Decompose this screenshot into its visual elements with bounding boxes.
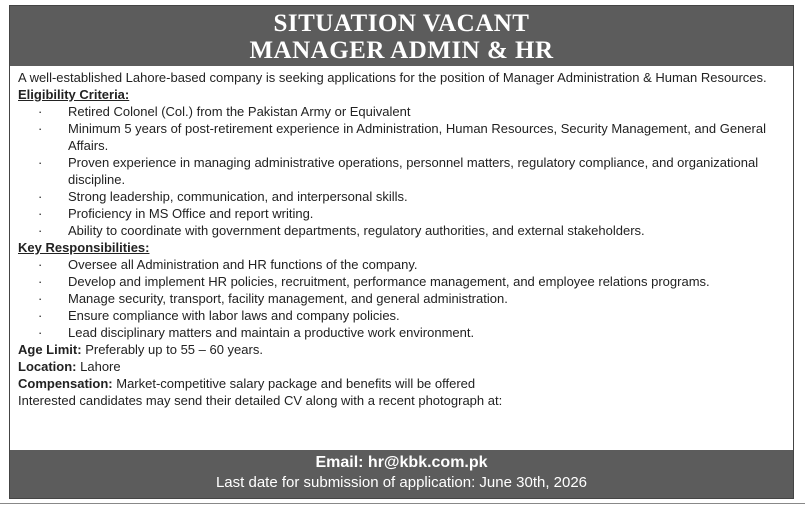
bullet-icon: ·: [38, 189, 43, 204]
intro-text: A well-established Lahore-based company is seeking applications for the position of Manager Administration & Human Resources.: [18, 70, 767, 85]
ad-body: [10, 66, 793, 409]
compensation-row: [18, 375, 785, 392]
list-item: [18, 290, 785, 307]
page-divider: [0, 503, 805, 504]
job-advertisement: [9, 5, 794, 499]
list-item: [18, 120, 785, 154]
list-item: [18, 188, 785, 205]
list-item: [18, 273, 785, 290]
eligibility-list: [18, 103, 785, 239]
location-label: Location:: [18, 359, 77, 374]
compensation-value: Market-competitive salary package and benefits will be offered: [116, 376, 476, 391]
list-item: [18, 103, 785, 120]
bullet-icon: ·: [38, 155, 43, 170]
bullet-icon: ·: [38, 223, 43, 238]
bullet-icon: ·: [38, 206, 43, 221]
compensation-label: Compensation:: [18, 376, 113, 391]
list-item-text: Develop and implement HR policies, recruitment, performance management, and employee relations programs.: [68, 274, 710, 289]
ad-position-title: MANAGER ADMIN & HR: [249, 37, 554, 64]
list-item-text: Strong leadership, communication, and interpersonal skills.: [68, 189, 408, 204]
bullet-icon: ·: [38, 104, 43, 119]
list-item: [18, 324, 785, 341]
eligibility-heading: Eligibility Criteria:: [18, 87, 130, 102]
list-item: [18, 307, 785, 324]
list-item-text: Ensure compliance with labor laws and company policies.: [68, 308, 400, 323]
list-item-text: Minimum 5 years of post-retirement experience in Administration, Human Resources, Security Management, and General Affairs.: [68, 121, 766, 153]
list-item-text: Proficiency in MS Office and report writing.: [68, 206, 314, 221]
age-limit-label: Age Limit:: [18, 342, 82, 357]
list-item: [18, 154, 785, 188]
list-item: [18, 256, 785, 273]
location-row: [18, 358, 785, 375]
list-item-text: Oversee all Administration and HR functions of the company.: [68, 257, 418, 272]
list-item: [18, 205, 785, 222]
responsibilities-heading: Key Responsibilities:: [18, 240, 150, 255]
bullet-icon: ·: [38, 291, 43, 306]
contact-email[interactable]: Email: hr@kbk.com.pk: [315, 454, 488, 471]
bullet-icon: ·: [38, 121, 43, 136]
last-date-text: Last date for submission of application: June 30th, 2026: [215, 474, 588, 491]
ad-header-banner: [10, 6, 793, 66]
age-limit-row: [18, 341, 785, 358]
list-item-text: Retired Colonel (Col.) from the Pakistan Army or Equivalent: [68, 104, 411, 119]
list-item-text: Ability to coordinate with government departments, regulatory authorities, and external stakeholders.: [68, 223, 645, 238]
age-limit-value: Preferably up to 55 – 60 years.: [85, 342, 263, 357]
responsibilities-list: [18, 256, 785, 341]
ad-footer-banner: [10, 450, 793, 498]
list-item: [18, 222, 785, 239]
location-value: Lahore: [80, 359, 121, 374]
bullet-icon: ·: [38, 325, 43, 340]
bullet-icon: ·: [38, 257, 43, 272]
list-item-text: Lead disciplinary matters and maintain a productive work environment.: [68, 325, 475, 340]
list-item-text: Manage security, transport, facility management, and general administration.: [68, 291, 508, 306]
bullet-icon: ·: [38, 274, 43, 289]
apply-instructions: Interested candidates may send their detailed CV along with a recent photograph at:: [18, 393, 503, 408]
bullet-icon: ·: [38, 308, 43, 323]
list-item-text: Proven experience in managing administrative operations, personnel matters, regulatory compliance, and organizational discipline.: [68, 155, 759, 187]
ad-title: SITUATION VACANT: [273, 10, 530, 37]
